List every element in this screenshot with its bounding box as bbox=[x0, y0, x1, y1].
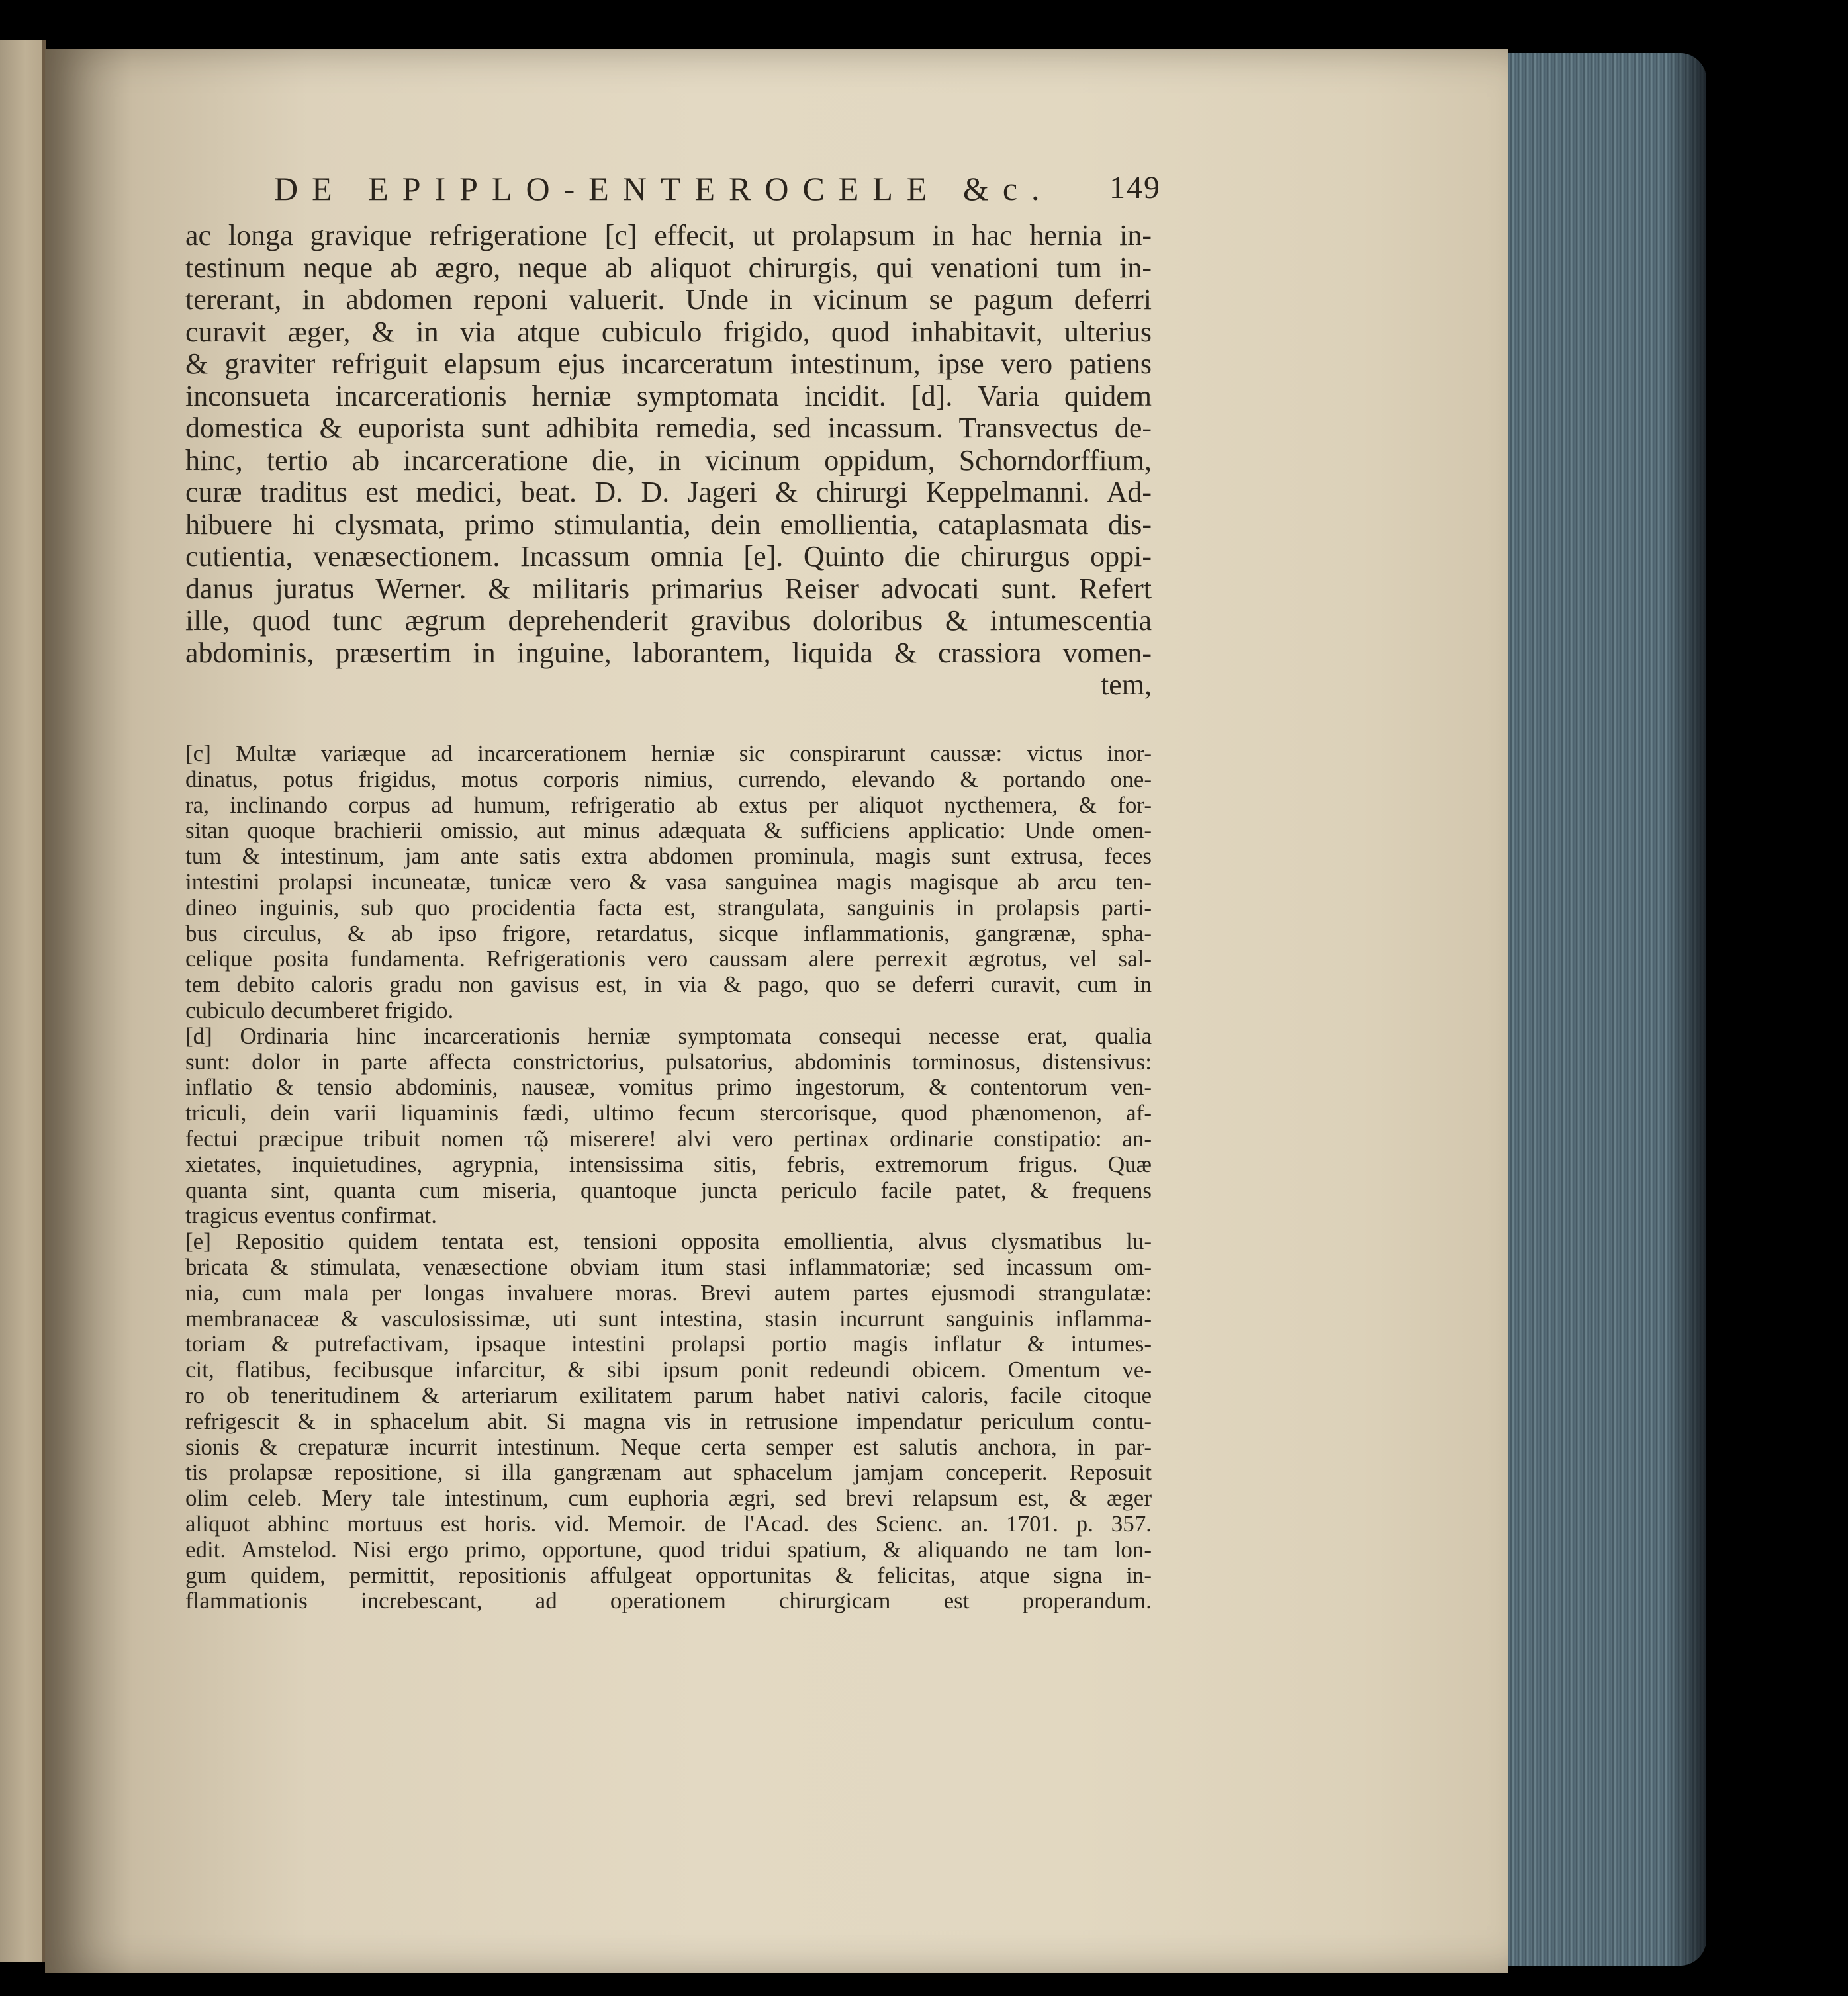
footnote-line: quanta sint, quanta cum miseria, quantoque juncta periculo facile patet, & frequens bbox=[185, 1177, 1152, 1203]
footnote-line: inflatio & tensio abdominis, nauseæ, vomitus primo ingestorum, & contentorum ven- bbox=[185, 1075, 1152, 1101]
footnote-line: bus circulus, & ab ipso frigore, retardatus, sicque inflammationis, gangrænæ, spha- bbox=[185, 921, 1152, 946]
footnote-line: sitan quoque brachierii omissio, aut minus adæquata & sufficiens applicatio: Unde omen- bbox=[185, 818, 1152, 844]
footnote-line: dinatus, potus frigidus, motus corporis nimius, currendo, elevando & portando one- bbox=[185, 766, 1152, 792]
body-line: curavit æger, & in via atque cubiculo frigido, quod inhabitavit, ulterius bbox=[185, 316, 1152, 348]
footnotes bbox=[185, 741, 1152, 1614]
footnote-line: bricata & stimulata, venæsectione obviam itum stasi inflammatoriæ; sed incassum om- bbox=[185, 1254, 1152, 1280]
footnote-line: dineo inguinis, sub quo procidentia facta est, strangulata, sanguinis in prolapsis parti- bbox=[185, 895, 1152, 921]
body-line: cutientia, venæsectionem. Incassum omnia [e]. Quinto die chirurgus oppi- bbox=[185, 541, 1152, 572]
page-block-edges bbox=[1508, 53, 1706, 1966]
footnote-line: gum quidem, permittit, repositionis affulgeat opportunitas & felicitas, atque signa in- bbox=[185, 1563, 1152, 1588]
footnote-line: sunt: dolor in parte affecta constrictorius, pulsatorius, abdominis torminosus, distensivus: bbox=[185, 1049, 1152, 1075]
footnote-line: flammationis increbescant, ad operationem chirurgicam est properandum. bbox=[185, 1588, 1152, 1614]
body-line: domestica & euporista sunt adhibita remedia, sed incassum. Transvectus de- bbox=[185, 412, 1152, 444]
footnote-line: cit, flatibus, fecibusque infarcitur, & sibi ipsum ponit redeundi obicem. Omentum ve- bbox=[185, 1357, 1152, 1383]
footnote-line: cubiculo decumberet frigido. bbox=[185, 997, 454, 1023]
running-head bbox=[274, 169, 1161, 209]
footnote-line: aliquot abhinc mortuus est horis. vid. Memoir. de l'Acad. des Scienc. an. 1701. p. 357. bbox=[185, 1511, 1152, 1537]
body-line: ac longa gravique refrigeratione [c] effecit, ut prolapsum in hac hernia in- bbox=[185, 220, 1152, 251]
body-line: hibuere hi clysmata, primo stimulantia, dein emollientia, cataplasmata dis- bbox=[185, 508, 1152, 541]
footnote-line: tis prolapsæ repositione, si illa gangrænam aut sphacelum jamjam conceperit. Reposuit bbox=[185, 1460, 1152, 1486]
footnote-line: tum & intestinum, jam ante satis extra abdomen prominula, magis sunt extrusa, feces bbox=[185, 844, 1152, 870]
main-text bbox=[185, 220, 1152, 702]
footnote-line: nia, cum mala per longas invaluere moras. Brevi autem partes ejusmodi strangulatæ: bbox=[185, 1280, 1152, 1306]
footnote-line: tragicus eventus confirmat. bbox=[185, 1203, 438, 1229]
body-line: abdominis, præsertim in inguine, laborantem, liquida & crassiora vomen- bbox=[185, 637, 1152, 669]
footnote-line: membranaceæ & vasculosissimæ, uti sunt intestina, stasin incurrunt sanguinis inflamma- bbox=[185, 1306, 1152, 1332]
footnote-line: sionis & crepaturæ incurrit intestinum. Neque certa semper est salutis anchora, in par- bbox=[185, 1434, 1152, 1460]
footnote-line: tem debito caloris gradu non gavisus est, in via & pago, quo se deferri curavit, cum in bbox=[185, 972, 1152, 998]
footnote-line: ra, inclinando corpus ad humum, refrigeratio ab extus per aliquot nycthemera, & for- bbox=[185, 792, 1152, 818]
footnote-line: toriam & putrefactivam, ipsaque intestini prolapsi portio magis inflatur & intumes- bbox=[185, 1332, 1152, 1357]
body-line: inconsueta incarcerationis herniæ symptomata incidit. [d]. Varia quidem bbox=[185, 380, 1152, 412]
footnote-line: xietates, inquietudines, agrypnia, intensissima sitis, febris, extremorum frigus. Quæ bbox=[185, 1152, 1152, 1177]
footnote-line: ro ob teneritudinem & arteriarum exilitatem parum habet nativi caloris, facile citoque bbox=[185, 1383, 1152, 1408]
footnote-line: celique posita fundamenta. Refrigerationis vero caussam alere perrexit ægrotus, vel sal- bbox=[185, 946, 1152, 972]
footnote-line: refrigescit & in sphacelum abit. Si magna vis in retrusione impendatur periculum contu- bbox=[185, 1408, 1152, 1434]
footnote-line: fectui præcipue tribuit nomen τῷ miserere! alvi vero pertinax ordinarie constipatio: an- bbox=[185, 1126, 1152, 1152]
footnote-line: intestini prolapsi incuneatæ, tunicæ vero & vasa sanguinea magis magisque ab arcu ten- bbox=[185, 869, 1152, 895]
footnote-line: olim celeb. Mery tale intestinum, cum euphoria ægri, sed brevi relapsum est, & æger bbox=[185, 1486, 1152, 1512]
running-title: DE EPIPLO-ENTEROCELE &c. bbox=[274, 170, 1054, 207]
body-line: testinum neque ab ægro, neque ab aliquot chirurgis, qui venationi tum in- bbox=[185, 251, 1152, 284]
footnote-line: [e] Repositio quidem tentata est, tensioni opposita emollientia, alvus clysmatibus lu- bbox=[185, 1229, 1152, 1255]
footnote-line: [d] Ordinaria hinc incarcerationis herniæ symptomata consequi necesse erat, qualia bbox=[185, 1023, 1152, 1049]
body-line: tererant, in abdomen reponi valuerit. Unde in vicinum se pagum deferri bbox=[185, 284, 1152, 316]
footnote-line: triculi, dein varii liquaminis fædi, ultimo fecum stercorisque, quod phænomenon, af- bbox=[185, 1101, 1152, 1126]
left-page-edge bbox=[0, 40, 46, 1962]
page-number: 149 bbox=[1109, 170, 1161, 205]
footnote-line: edit. Amstelod. Nisi ergo primo, opportune, quod tridui spatium, & aliquando ne tam lon- bbox=[185, 1537, 1152, 1563]
body-line: tem, bbox=[1101, 669, 1152, 701]
footnote-line: [c] Multæ variæque ad incarcerationem herniæ sic conspirarunt caussæ: victus inor- bbox=[185, 741, 1152, 766]
body-line: curæ traditus est medici, beat. D. D. Jageri & chirurgi Keppelmanni. Ad- bbox=[185, 476, 1152, 508]
body-line: danus juratus Werner. & militaris primarius Reiser advocati sunt. Refert bbox=[185, 572, 1152, 605]
body-line: hinc, tertio ab incarceratione die, in vicinum oppidum, Schorndorffium, bbox=[185, 444, 1152, 476]
body-line: ille, quod tunc ægrum deprehenderit gravibus doloribus & intumescentia bbox=[185, 605, 1152, 637]
body-line: & graviter refriguit elapsum ejus incarceratum intestinum, ipse vero patiens bbox=[185, 348, 1152, 380]
